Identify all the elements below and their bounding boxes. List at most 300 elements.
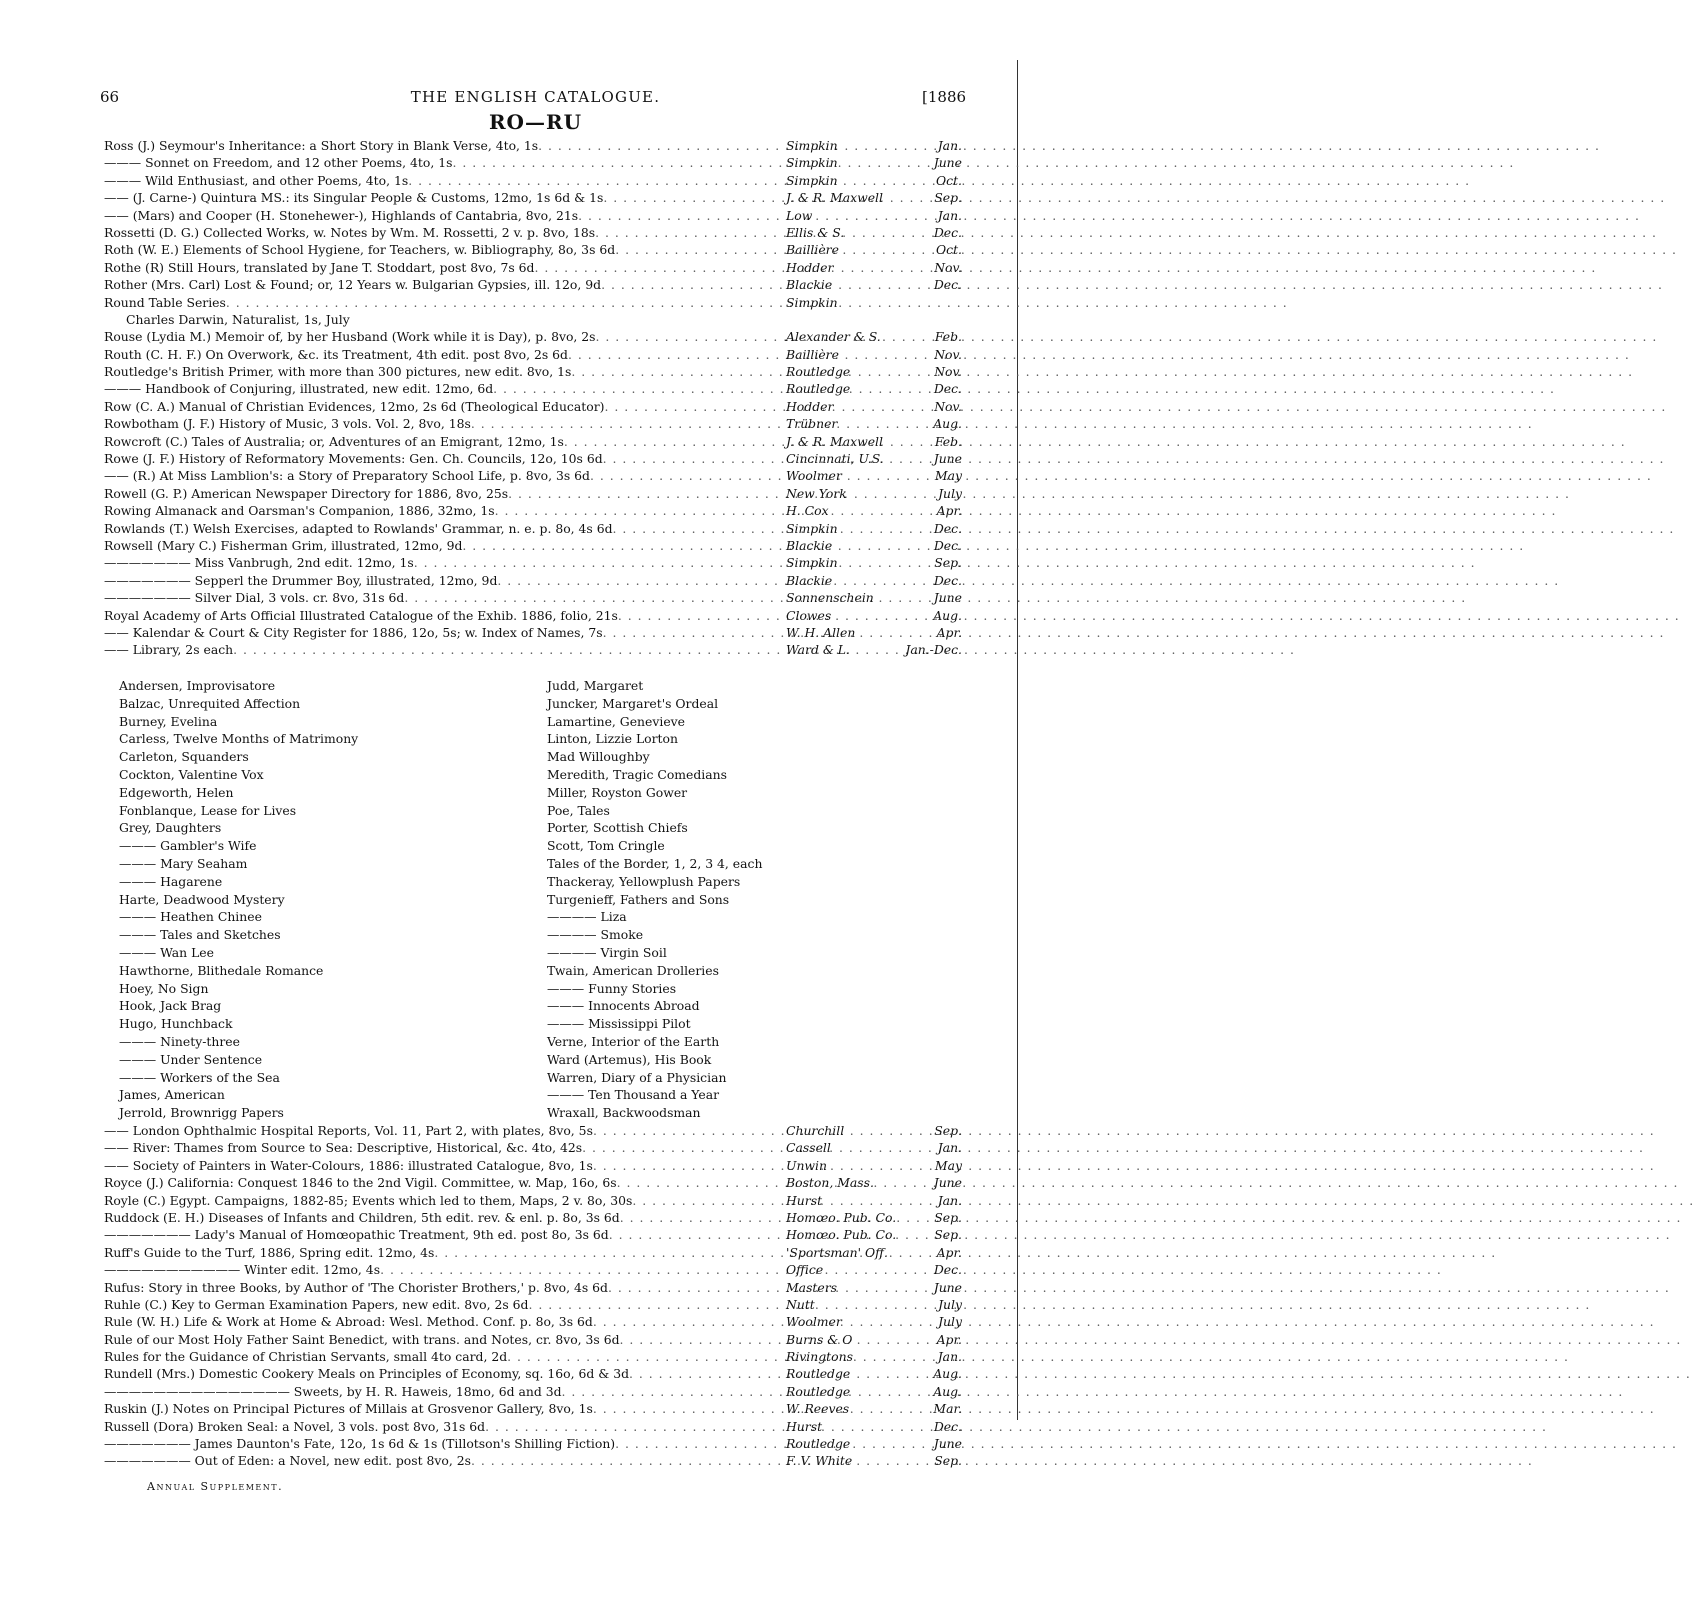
- library-title: Scott, Tom Cringle: [547, 838, 665, 854]
- entry-publisher: Burns & O: [786, 1331, 853, 1347]
- entry-publisher: Trübner: [786, 416, 838, 432]
- entry-title: ——————————————— Sweets, by H. R. Haweis, 18mo, 6d and 3d: [104, 1383, 562, 1399]
- entry-publisher: Alexander & S.: [786, 329, 881, 345]
- library-title: ——— Mary Seaham: [119, 855, 248, 871]
- entry-publisher: Hodder: [786, 259, 834, 275]
- catalogue-entry: [104, 537, 962, 554]
- dot-leader: [495, 502, 786, 519]
- library-title: Poe, Tales: [547, 802, 610, 818]
- entry-date: Mar.: [933, 1401, 962, 1417]
- dot-leader: [608, 1279, 786, 1296]
- library-title: Fonblanque, Lease for Lives: [119, 802, 297, 818]
- library-title: Mad Willoughby: [547, 749, 650, 765]
- entry-date: Aug.: [933, 1366, 962, 1382]
- dot-leader: [380, 1261, 786, 1278]
- library-title: Edgeworth, Helen: [119, 784, 234, 800]
- catalogue-entry: [104, 380, 962, 397]
- library-title: ——— Tales and Sketches: [119, 927, 281, 943]
- catalogue-entry: [104, 554, 962, 571]
- library-title: Hoey, No Sign: [119, 980, 209, 996]
- entry-title: Rother (Mrs. Carl) Lost & Found; or, 12 Years w. Bulgarian Gypsies, ill. 12o, 9d: [104, 277, 602, 293]
- library-title: ——— Workers of the Sea: [119, 1069, 280, 1085]
- footer-supplement: Annual Supplement.: [147, 1480, 284, 1493]
- catalogue-entry: [104, 1400, 962, 1417]
- entry-title: Rufus: Story in three Books, by Author of 'The Chorister Brothers,' p. 8vo, 4s 6d: [104, 1279, 608, 1295]
- entry-date: Sep.: [934, 555, 962, 571]
- entry-title: Rowell (G. P.) American Newspaper Directory for 1886, 8vo, 25s: [104, 485, 509, 501]
- entry-title: Row (C. A.) Manual of Christian Evidences, 12mo, 2s 6d (Theological Educator): [104, 398, 605, 414]
- catalogue-entry: [104, 363, 962, 380]
- dot-leader: [485, 1418, 786, 1435]
- entry-title: —— Kalendar & Court & City Register for 1886, 12o, 5s; w. Index of Names, 7s: [104, 624, 603, 640]
- dot-leader: [603, 189, 786, 206]
- entry-publisher: W. Reeves: [786, 1401, 850, 1417]
- entry-title: Rowing Almanack and Oarsman's Companion, 1886, 32mo, 1s: [104, 503, 495, 519]
- entry-title: Routh (C. H. F.) On Overwork, &c. its Treatment, 4th edit. post 8vo, 2s 6d: [104, 346, 568, 362]
- library-title: James, American: [119, 1087, 225, 1103]
- library-title: Wraxall, Backwoodsman: [547, 1105, 701, 1121]
- catalogue-entry: [104, 485, 962, 502]
- library-title: Cockton, Valentine Vox: [119, 766, 264, 782]
- entry-date: Apr.: [936, 1331, 962, 1347]
- catalogue-entry: [104, 1365, 962, 1382]
- catalogue-entry: [104, 572, 962, 589]
- library-title: Lamartine, Genevieve: [547, 713, 685, 729]
- dot-leader: [613, 520, 786, 537]
- dot-leader: [593, 1122, 786, 1139]
- entry-title: —— Library, 2s each: [104, 642, 234, 658]
- catalogue-entry: [104, 1452, 962, 1469]
- entry-title: —— London Ophthalmic Hospital Reports, Vol. 11, Part 2, with plates, 8vo, 5s: [104, 1123, 593, 1138]
- library-title: Carless, Twelve Months of Matrimony: [119, 731, 359, 747]
- catalogue-entry: [104, 276, 962, 293]
- dot-leader: [471, 415, 786, 432]
- entry-publisher: Boston, Mass.: [786, 1175, 874, 1191]
- running-title: THE ENGLISH CATALOGUE.: [410, 88, 661, 106]
- entry-date: Sep.: [934, 1123, 962, 1138]
- entry-title: ——————————— Winter edit. 12mo, 4s: [104, 1262, 381, 1278]
- entry-publisher: Unwin: [786, 1157, 827, 1173]
- entry-date: Feb.: [934, 433, 962, 449]
- entry-date: Jan.: [937, 1140, 962, 1156]
- entry-title: Rule (W. H.) Life & Work at Home & Abroad: Wesl. Method. Conf. p. 8o, 3s 6d: [104, 1314, 593, 1330]
- library-title: Thackeray, Yellowplush Papers: [547, 873, 741, 889]
- entry-date: June: [933, 590, 962, 606]
- dot-leader: [615, 1435, 786, 1452]
- entry-date: June: [933, 1279, 962, 1295]
- entry-date: Aug.: [933, 416, 962, 432]
- entry-publisher: W. H. Allen: [786, 624, 856, 640]
- library-title: ——— Ninety-three: [119, 1033, 240, 1049]
- dot-leader: [603, 624, 786, 641]
- entry-publisher: J. & R. Maxwell: [786, 190, 883, 206]
- entries-bottom: [104, 1122, 962, 1470]
- entry-date: Sep.: [934, 190, 962, 206]
- dot-leader: [617, 1174, 786, 1191]
- entry-publisher: Office: [786, 1262, 824, 1278]
- library-title: ——— Ten Thousand a Year: [547, 1087, 720, 1103]
- catalogue-entry: [104, 1226, 962, 1243]
- catalogue-entry: [104, 189, 962, 206]
- entry-title: Roth (W. E.) Elements of School Hygiene, for Teachers, w. Bibliography, 8o, 3s 6d: [104, 242, 616, 258]
- catalogue-entry: [104, 1313, 962, 1330]
- entry-title: ——————— Lady's Manual of Homœopathic Treatment, 9th ed. post 8o, 3s 6d: [104, 1227, 609, 1243]
- library-title: Porter, Scottish Chiefs: [547, 820, 688, 836]
- dot-leader: [593, 1157, 786, 1174]
- entry-date: June: [933, 1175, 962, 1191]
- dot-leader: [534, 259, 786, 276]
- library-title: ———— Liza: [547, 909, 627, 925]
- library-title: Harte, Deadwood Mystery: [119, 891, 285, 907]
- dot-leader: [408, 172, 786, 189]
- library-title: ——— Mississippi Pilot: [547, 1016, 691, 1032]
- entry-publisher: Homœo. Pub. Co.: [786, 1227, 897, 1243]
- entry-title: ——————— Out of Eden: a Novel, new edit. post 8vo, 2s: [104, 1453, 471, 1469]
- library-title: Grey, Daughters: [119, 820, 222, 836]
- dot-leader: [497, 572, 786, 589]
- library-title: Turgenieff, Fathers and Sons: [547, 891, 730, 907]
- dot-leader: [568, 346, 786, 363]
- entry-publisher: Routledge: [786, 1366, 851, 1382]
- entry-publisher: Hodder: [786, 398, 834, 414]
- entry-title: Ruddock (E. H.) Diseases of Infants and Children, 5th edit. rev. & enl. p. 8o, 3s 6d: [104, 1209, 620, 1225]
- library-title: Twain, American Drolleries: [547, 962, 719, 978]
- entry-date: Aug.: [933, 1383, 962, 1399]
- entry-title: Rule of our Most Holy Father Saint Benedict, with trans. and Notes, cr. 8vo, 3s 6d: [104, 1331, 620, 1347]
- catalogue-entry: [104, 1296, 962, 1313]
- library-title: ——— Hagarene: [119, 873, 223, 889]
- entry-title: Royle (C.) Egypt. Campaigns, 1882-85; Events which led to them, Maps, 2 v. 8o, 30s: [104, 1192, 633, 1208]
- library-title: ———— Smoke: [547, 927, 644, 943]
- entry-title: Ruhle (C.) Key to German Examination Papers, new edit. 8vo, 2s 6d: [104, 1296, 529, 1312]
- entry-date: Dec.: [933, 381, 962, 397]
- library-title: ——— Wan Lee: [119, 944, 214, 960]
- entry-title: ——————— Miss Vanbrugh, 2nd edit. 12mo, 1s: [104, 555, 414, 571]
- catalogue-entry: [104, 433, 962, 450]
- entry-date: Jan.: [937, 138, 962, 153]
- entry-title: —— River: Thames from Source to Sea: Descriptive, Historical, &c. 4to, 42s: [104, 1140, 583, 1156]
- library-title: Balzac, Unrequited Affection: [119, 695, 301, 711]
- entry-publisher: Simpkin: [786, 294, 838, 310]
- entry-publisher: Routledge: [786, 1436, 851, 1452]
- entry-date: Jan.: [937, 207, 962, 223]
- entry-title: —— (J. Carne-) Quintura MS.: its Singular People & Customs, 12mo, 1s 6d & 1s: [104, 190, 604, 206]
- catalogue-entry: [104, 294, 962, 311]
- entry-date: Aug.: [933, 607, 962, 623]
- dot-leader: [507, 1348, 786, 1365]
- entry-publisher: Routledge: [786, 381, 851, 397]
- entry-title: Rowcroft (C.) Tales of Australia; or, Adventures of an Emigrant, 12mo, 1s: [104, 433, 564, 449]
- catalogue-entry: [104, 1122, 962, 1139]
- library-title: Judd, Margaret: [547, 678, 644, 693]
- entry-publisher: Woolmer: [786, 468, 842, 484]
- library-title: ——— Gambler's Wife: [119, 838, 257, 854]
- entry-publisher: Routledge: [786, 1383, 851, 1399]
- catalogue-entry: [104, 207, 962, 224]
- dot-leader: [593, 1400, 786, 1417]
- catalogue-entry: [104, 589, 962, 606]
- entry-title: Rowe (J. F.) History of Reformatory Movements: Gen. Ch. Councils, 12o, 10s 6d: [104, 451, 603, 467]
- dot-leader: [593, 1313, 786, 1330]
- dot-leader: [578, 207, 786, 224]
- entry-title: Ruff's Guide to the Turf, 1886, Spring edit. 12mo, 4s: [104, 1244, 435, 1260]
- entry-date: Feb.: [934, 329, 962, 345]
- entry-title: ——— Sonnet on Freedom, and 12 other Poems, 4to, 1s: [104, 155, 453, 171]
- entry-publisher: H. Cox: [786, 503, 829, 519]
- entry-date: June: [933, 155, 962, 171]
- dot-leader: [452, 154, 786, 171]
- dot-leader: [595, 224, 786, 241]
- catalogue-entry: [104, 624, 962, 641]
- dot-leader: [538, 137, 786, 154]
- page-number: 66: [100, 88, 120, 106]
- entry-date: Dec.: [933, 520, 962, 536]
- dot-leader: [508, 485, 786, 502]
- catalogue-entry: [104, 641, 962, 658]
- catalogue-entry: [104, 520, 962, 537]
- entry-date: Dec.: [933, 572, 962, 588]
- entry-title: ——————— Sepperl the Drummer Boy, illustrated, 12mo, 9d: [104, 572, 498, 588]
- section-heading: RO—RU: [488, 110, 583, 134]
- library-title: ——— Heathen Chinee: [119, 909, 262, 925]
- dot-leader: [603, 450, 786, 467]
- catalogue-entry: [104, 1383, 962, 1400]
- entry-publisher: Simpkin: [786, 155, 838, 171]
- entry-date: Jan.: [937, 1349, 962, 1365]
- dot-leader: [620, 1331, 786, 1348]
- catalogue-entry: [104, 398, 962, 415]
- catalogue-entry: [104, 1192, 962, 1209]
- entry-date: July: [938, 1314, 962, 1330]
- entry-title: Royce (J.) California: Conquest 1846 to the 2nd Vigil. Committee, w. Map, 16o, 6s: [104, 1175, 617, 1191]
- dot-leader: [601, 276, 786, 293]
- catalogue-entry: [104, 607, 962, 624]
- catalogue-entry: [104, 1139, 962, 1156]
- library-title: Hugo, Hunchback: [119, 1016, 233, 1032]
- catalogue-entry: [104, 1348, 962, 1365]
- dot-leader: [618, 607, 786, 624]
- entry-date: Jan.-Dec.: [905, 642, 962, 658]
- library-title: ———— Virgin Soil: [547, 944, 667, 960]
- year-marker: [1886: [922, 88, 967, 106]
- catalogue-entry: [104, 259, 962, 276]
- entry-publisher: Low: [786, 207, 813, 223]
- entry-date: June: [933, 1436, 962, 1452]
- dot-leader: [471, 1452, 786, 1469]
- catalogue-entry: [104, 1261, 962, 1278]
- entry-publisher: Simpkin: [786, 555, 838, 571]
- catalogue-entry: [104, 1418, 962, 1435]
- library-title: Juncker, Margaret's Ordeal: [547, 695, 719, 711]
- dot-leader: [562, 1383, 786, 1400]
- entry-publisher: New York: [786, 485, 847, 501]
- entry-publisher: Simpkin: [786, 520, 838, 536]
- catalogue-entry: [104, 1279, 962, 1296]
- entry-title: Round Table Series: [104, 294, 226, 310]
- library-title: Meredith, Tragic Comedians: [547, 766, 727, 782]
- library-title: Burney, Evelina: [119, 713, 218, 729]
- entry-publisher: Cincinnati, U.S.: [786, 451, 884, 467]
- dot-leader: [615, 241, 786, 258]
- library-column-left: [119, 677, 539, 1122]
- entry-title: —— (Mars) and Cooper (H. Stonehewer-), Highlands of Cantabria, 8vo, 21s: [104, 207, 579, 223]
- entry-date: Oct.: [935, 172, 962, 188]
- entry-title: Rowbotham (J. F.) History of Music, 3 vols. Vol. 2, 8vo, 18s: [104, 416, 471, 432]
- entry-date: Sep.: [934, 1227, 962, 1243]
- entry-date: Dec.: [933, 224, 962, 240]
- dot-leader: [620, 1209, 786, 1226]
- catalogue-entry: [104, 1209, 962, 1226]
- catalogue-entry: [104, 1157, 962, 1174]
- entry-title: Rules for the Guidance of Christian Servants, small 4to card, 2d: [104, 1349, 508, 1365]
- entry-publisher: Baillière: [786, 346, 839, 362]
- library-title: Miller, Royston Gower: [547, 784, 688, 800]
- entry-publisher: Clowes: [786, 607, 832, 623]
- entry-date: Dec.: [933, 537, 962, 553]
- entry-date: July: [938, 485, 962, 501]
- entry-publisher: Ellis & S.: [786, 224, 845, 240]
- library-title: Verne, Interior of the Earth: [547, 1033, 720, 1049]
- entry-publisher: Homœo. Pub. Co.: [786, 1209, 897, 1225]
- catalogue-entry: [104, 1435, 962, 1452]
- catalogue-entry: [104, 1244, 962, 1261]
- entry-title: Rouse (Lydia M.) Memoir of, by her Husband (Work while it is Day), p. 8vo, 2s: [104, 329, 596, 345]
- entry-title: Rundell (Mrs.) Domestic Cookery Meals on Principles of Economy, sq. 16o, 6d & 3d: [104, 1366, 630, 1382]
- dot-leader: [571, 363, 786, 380]
- dot-leader: [629, 1365, 786, 1382]
- dot-leader: [582, 1139, 786, 1156]
- entry-title: Rowlands (T.) Welsh Exercises, adapted to Rowlands' Grammar, n. e. p. 8o, 4s 6d: [104, 520, 613, 536]
- entry-title: Rossetti (D. G.) Collected Works, w. Notes by Wm. M. Rossetti, 2 v. p. 8vo, 18s: [104, 224, 596, 240]
- dot-leader: [226, 294, 786, 311]
- entry-date: Nov.: [934, 364, 962, 380]
- entry-publisher: Woolmer: [786, 1314, 842, 1330]
- entry-title: Royal Academy of Arts Official Illustrated Catalogue of the Exhib. 1886, folio, 21s: [104, 607, 618, 623]
- dot-leader: [462, 537, 786, 554]
- entry-publisher: Rivingtons: [786, 1349, 853, 1365]
- catalogue-entry: [104, 311, 962, 328]
- library-column-right: [547, 677, 967, 1122]
- entries-top: [104, 137, 962, 659]
- library-title: Tales of the Border, 1, 2, 3 4, each: [547, 855, 763, 871]
- entry-date: Jan.: [937, 1192, 962, 1208]
- library-title: Andersen, Improvisatore: [119, 678, 276, 693]
- catalogue-entry: [104, 241, 962, 258]
- entry-publisher: Hurst: [786, 1418, 823, 1434]
- catalogue-entry: [104, 154, 962, 171]
- entry-publisher: Blackie: [786, 572, 833, 588]
- library-title: Ward (Artemus), His Book: [547, 1051, 712, 1067]
- library-title: Linton, Lizzie Lorton: [547, 731, 678, 747]
- catalogue-entry: [104, 415, 962, 432]
- entry-title: Ruskin (J.) Notes on Principal Pictures of Millais at Grosvenor Gallery, 8vo, 1s: [104, 1401, 593, 1417]
- catalogue-entry: [104, 224, 962, 241]
- entry-publisher: Ward & L.: [786, 642, 850, 658]
- dot-leader: [596, 328, 786, 345]
- library-title: Warren, Diary of a Physician: [547, 1069, 727, 1085]
- entry-title: Rowsell (Mary C.) Fisherman Grim, illustrated, 12mo, 9d: [104, 537, 463, 553]
- catalogue-entry: [104, 137, 962, 154]
- dot-leader: [493, 380, 786, 397]
- entry-title: Charles Darwin, Naturalist, 1s, July: [126, 311, 350, 327]
- library-title: ——— Funny Stories: [547, 980, 677, 996]
- catalogue-entry: [104, 346, 962, 363]
- entry-publisher: Hurst: [786, 1192, 823, 1208]
- entry-publisher: J. & R. Maxwell: [786, 433, 883, 449]
- entry-date: Sep.: [934, 1209, 962, 1225]
- library-title: Hook, Jack Brag: [119, 998, 222, 1014]
- entry-date: May: [934, 1157, 962, 1173]
- entry-title: ——— Handbook of Conjuring, illustrated, new edit. 12mo, 6d: [104, 381, 494, 397]
- entry-publisher: Nutt: [786, 1296, 815, 1312]
- entry-publisher: Masters: [786, 1279, 838, 1295]
- dot-leader: [604, 398, 786, 415]
- entry-date: Dec.: [933, 1418, 962, 1434]
- entry-publisher: F. V. White: [786, 1453, 853, 1469]
- entry-publisher: Routledge: [786, 364, 851, 380]
- dot-leader: [404, 589, 786, 606]
- entry-title: Russell (Dora) Broken Seal: a Novel, 3 vols. post 8vo, 31s 6d: [104, 1418, 486, 1434]
- entry-date: Apr.: [936, 503, 962, 519]
- dot-leader: [609, 1226, 786, 1243]
- entry-publisher: Blackie: [786, 277, 833, 293]
- dot-leader: [632, 1192, 786, 1209]
- entry-date: Dec.: [933, 277, 962, 293]
- entry-publisher: Simpkin: [786, 172, 838, 188]
- entry-title: Ross (J.) Seymour's Inheritance: a Short Story in Blank Verse, 4to, 1s: [104, 138, 539, 153]
- entry-title: —— (R.) At Miss Lamblion's: a Story of Preparatory School Life, p. 8vo, 3s 6d: [104, 468, 590, 484]
- catalogue-entry: [104, 467, 962, 484]
- entry-date: Nov.: [934, 398, 962, 414]
- entry-date: May: [934, 468, 962, 484]
- entry-date: Sep.: [934, 1453, 962, 1469]
- entry-date: Nov.: [934, 346, 962, 362]
- library-title: Jerrold, Brownrigg Papers: [119, 1105, 284, 1121]
- page-header: [0, 88, 1071, 110]
- dot-leader: [528, 1296, 786, 1313]
- catalogue-entry: [104, 502, 962, 519]
- entry-publisher: Blackie: [786, 537, 833, 553]
- entry-title: ——————— Silver Dial, 3 vols. cr. 8vo, 31s 6d: [104, 590, 405, 606]
- entry-publisher: Cassell: [786, 1140, 831, 1156]
- entry-title: Routledge's British Primer, with more than 300 pictures, new edit. 8vo, 1s: [104, 364, 572, 380]
- entry-publisher: Sonnenschein: [786, 590, 874, 606]
- dot-leader: [434, 1244, 786, 1261]
- entry-publisher: Simpkin: [786, 138, 838, 153]
- entry-title: ——————— James Daunton's Fate, 12o, 1s 6d & 1s (Tillotson's Shilling Fiction): [104, 1436, 616, 1452]
- catalogue-entry: [104, 172, 962, 189]
- entry-date: June: [933, 451, 962, 467]
- entry-date: Nov.: [934, 259, 962, 275]
- catalogue-entry: [104, 1331, 962, 1348]
- entry-publisher: 'Sportsman' Off.: [786, 1244, 888, 1260]
- library-title: Hawthorne, Blithedale Romance: [119, 962, 324, 978]
- entry-publisher: Baillière: [786, 242, 839, 258]
- catalogue-entry: [104, 450, 962, 467]
- entry-date: Apr.: [936, 1244, 962, 1260]
- entry-title: —— Society of Painters in Water-Colours, 1886: illustrated Catalogue, 8vo, 1s: [104, 1157, 593, 1173]
- entry-publisher: Churchill: [786, 1123, 845, 1138]
- catalogue-entry: [104, 1174, 962, 1191]
- dot-leader: [564, 433, 786, 450]
- entry-date: Dec.: [933, 1262, 962, 1278]
- entry-title: Rothe (R) Still Hours, translated by Jane T. Stoddart, post 8vo, 7s 6d: [104, 259, 535, 275]
- dot-leader: [233, 641, 786, 658]
- entry-title: ——— Wild Enthusiast, and other Poems, 4to, 1s: [104, 172, 409, 188]
- dot-leader: [414, 554, 786, 571]
- entry-date: July: [938, 1296, 962, 1312]
- entry-date: Oct.: [935, 242, 962, 258]
